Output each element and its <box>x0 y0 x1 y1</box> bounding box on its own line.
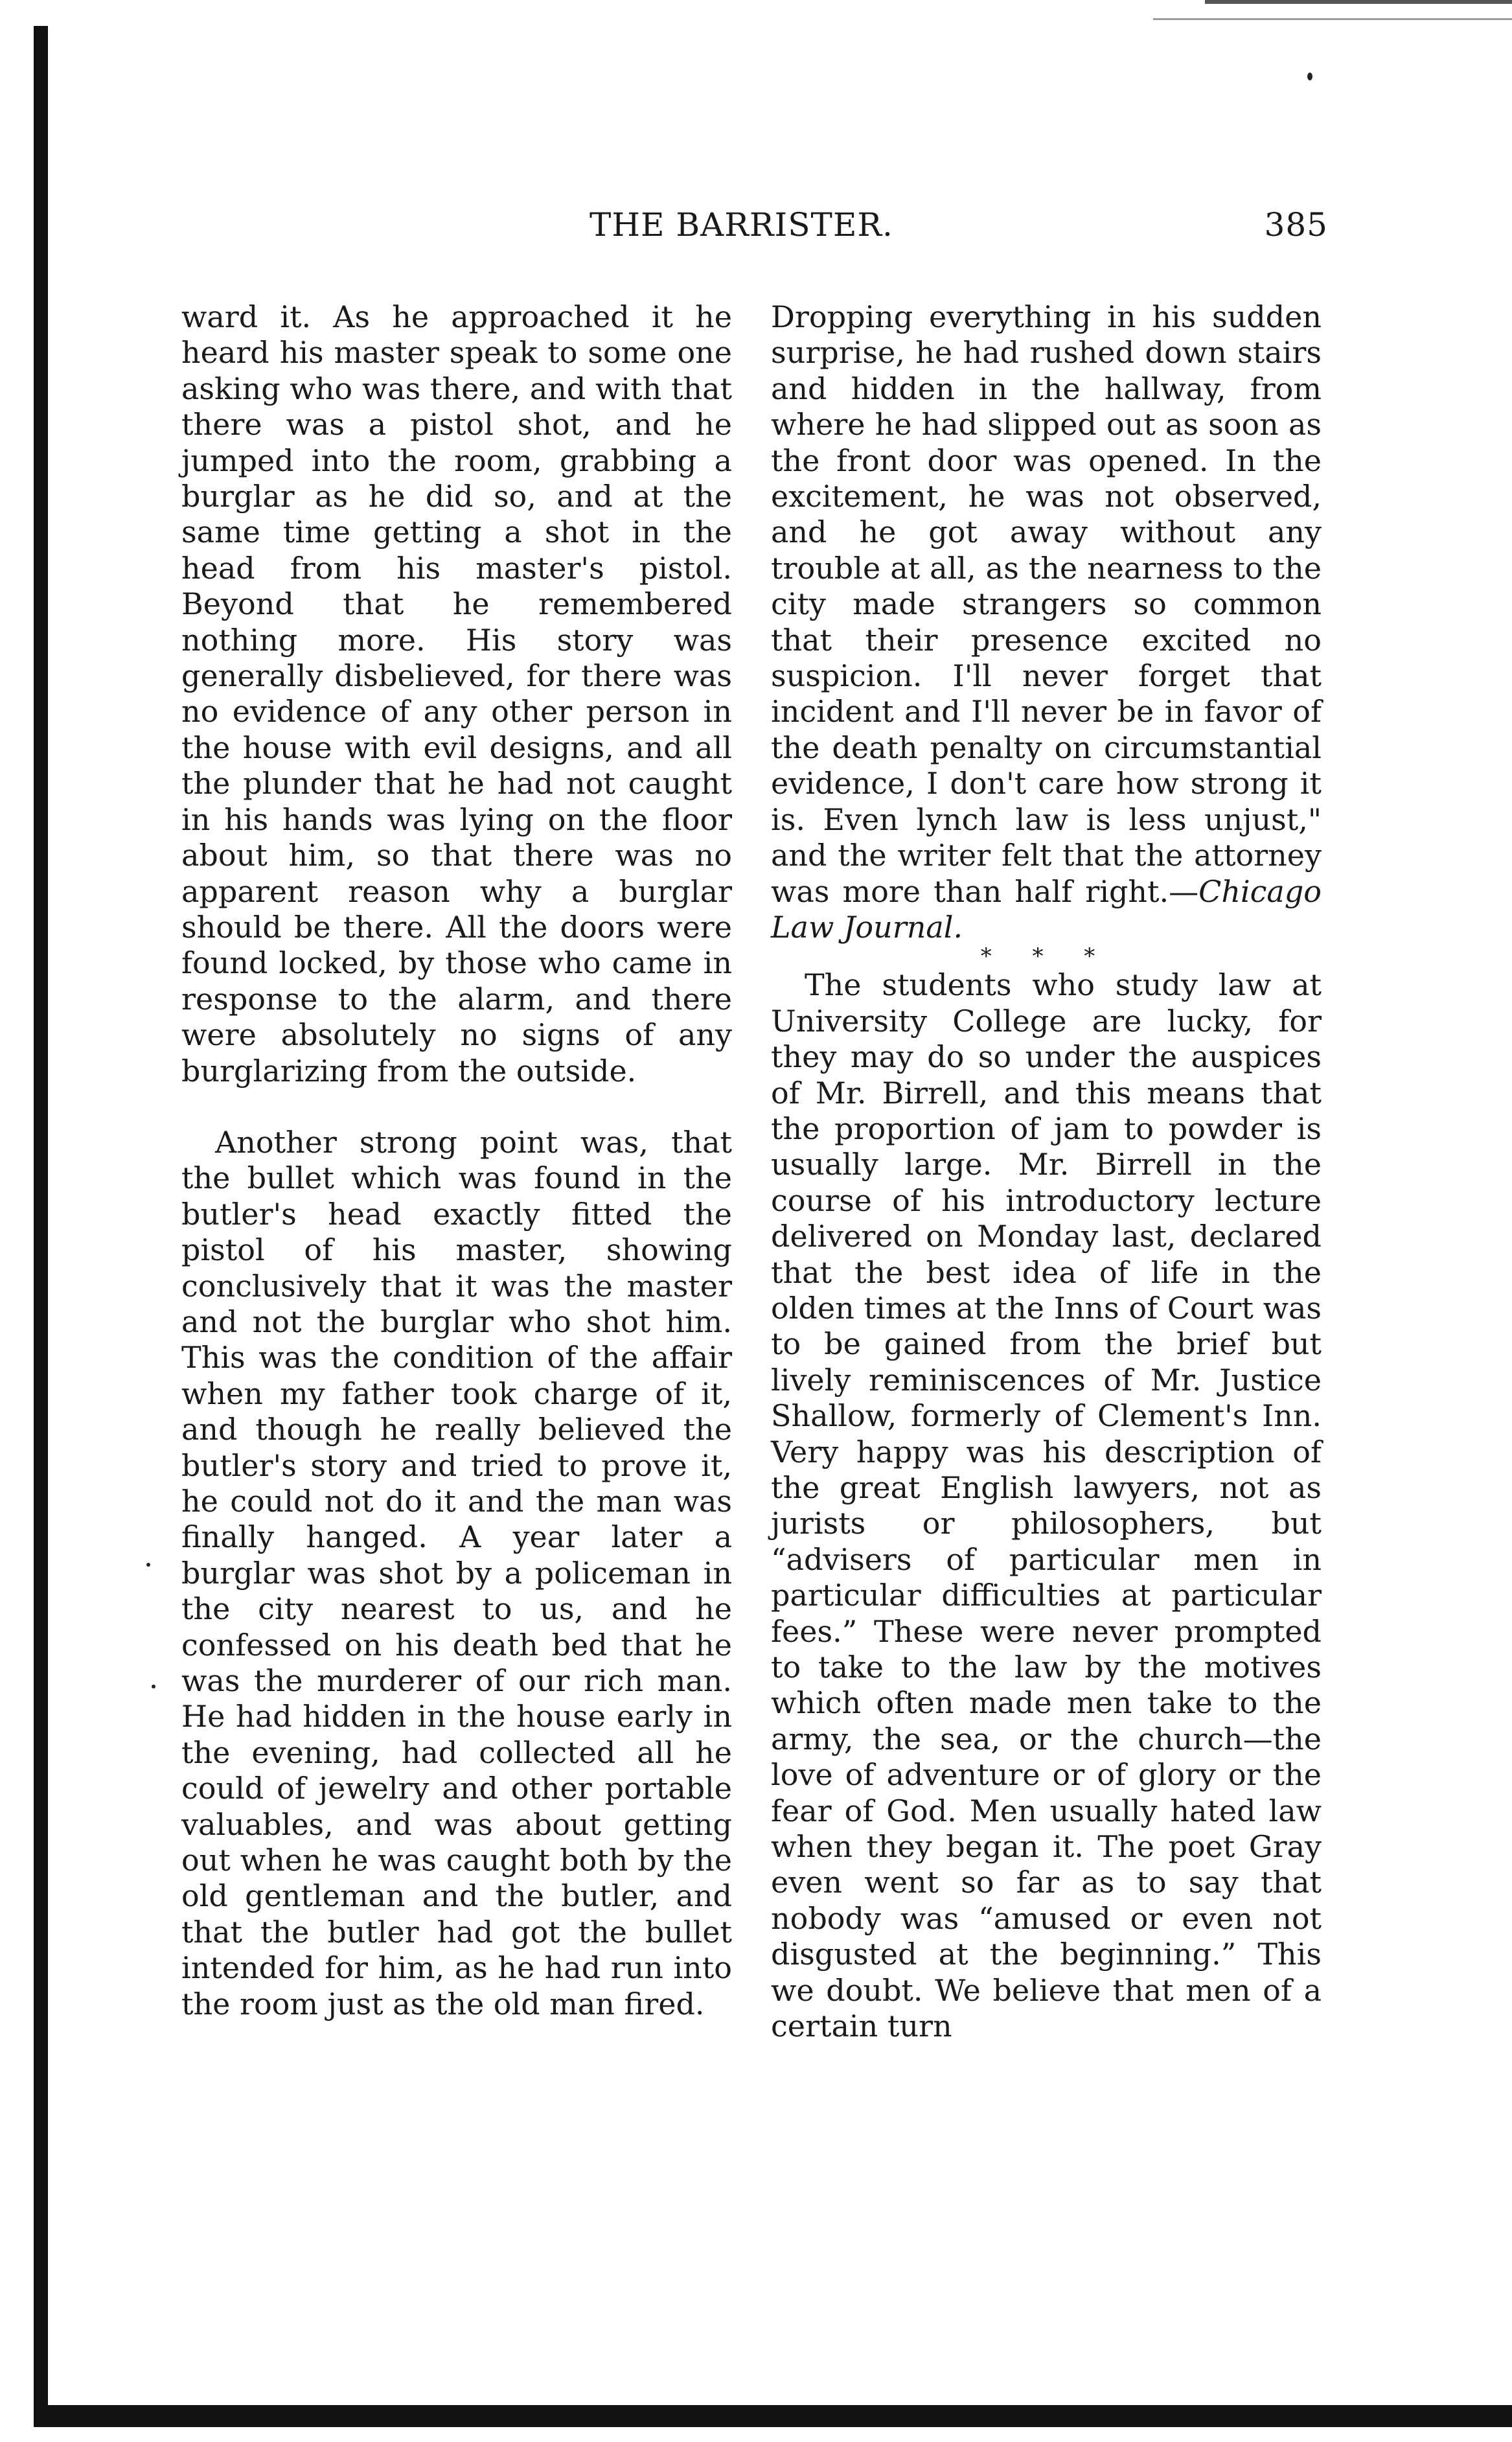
right-column <box>771 299 1322 2045</box>
scan-border-left <box>34 26 48 2423</box>
page-number: 385 <box>1264 206 1328 244</box>
right-paragraph-1 <box>771 299 1322 945</box>
left-paragraph-1: ward it. As he approached it he heard his master speak to some one asking who was there, and with that there was a pistol shot, and he jumped into the room, grabbing a burglar as he did so, and at the same time getting a shot in the head from his master's pistol. Beyond that he remembered nothing more. His story was generally disbelieved, for there was no evidence of any other person in the house with evil designs, and all the plunder that he had not caught in his hands was lying on the floor about him, so that there was no apparent reason why a burglar should be there. All the doors were found locked, by those who came in response to the alarm, and there were absolutely no signs of any burglarizing from the outside. <box>181 299 732 1089</box>
scan-speck <box>152 1685 155 1688</box>
scan-line-top <box>1205 0 1512 4</box>
right-paragraph-1-text: Dropping everything in his sudden surprise, he had rushed down stairs and hidden in the hallway, from where he had slipped out as soon as the front door was opened. In the excitement, he was not observed, and he got away without any trouble at all, as the nearness to the city made strangers so common that their presence excited no suspicion. I'll never forget that incident and I'll never be in favor of the death penalty on circumstantial evidence, I don't care how strong it is. Even lynch law is less unjust," and the writer felt that the attorney was more than half right.— <box>771 299 1322 909</box>
scan-border-bottom <box>34 2405 1512 2427</box>
section-separator: * * * <box>980 943 1112 970</box>
left-column <box>181 299 732 2022</box>
right-paragraph-2: The students who study law at University College are lucky, for they may do so under the auspices of Mr. Birrell, and this means that the proportion of jam to powder is usually large. Mr. Birrell in the course of his introductory lecture delivered on Monday last, declared that the best idea of life in the olden times at the Inns of Court was to be gained from the brief but lively reminiscences of Mr. Justice Shallow, formerly of Clement's Inn. Very happy was his description of the great English lawyers, not as jurists or philosophers, but “advisers of particular men in particular difficulties at particular fees.” These were never prompted to take to the law by the motives which often made men take to the army, the sea, or the church—the love of adventure or of glory or the fear of God. Men usually hated law when they began it. The poet Gray even went so far as to say that nobody was “amused or even not disgusted at the beginning.” This we doubt. We believe that men of a certain turn <box>771 967 1322 2044</box>
running-head <box>175 206 1328 251</box>
scan-speck <box>146 1563 150 1567</box>
running-head-title: THE BARRISTER. <box>590 206 893 244</box>
scan-line-top-thin <box>1153 18 1512 20</box>
left-paragraph-2: Another strong point was, that the bullet which was found in the butler's head exactly fitted the pistol of his master, showing conclusively that it was the master and not the burglar who shot him. This was the condition of the affair when my father took charge of it, and though he really believed the butler's story and tried to prove it, he could not do it and the man was finally hanged. A year later a burglar was shot by a policeman in the city nearest to us, and he confessed on his death bed that he was the murderer of our rich man. He had hidden in the house early in the evening, had collected all he could of jewelry and other portable valuables, and was about getting out when he was caught both by the old gentleman and the butler, and that the butler had got the bullet intended for him, as he had run into the room just as the old man fired. <box>181 1124 732 2022</box>
source-citation: Chicago Law Journal. <box>771 873 1322 945</box>
scan-speck <box>1307 73 1312 80</box>
